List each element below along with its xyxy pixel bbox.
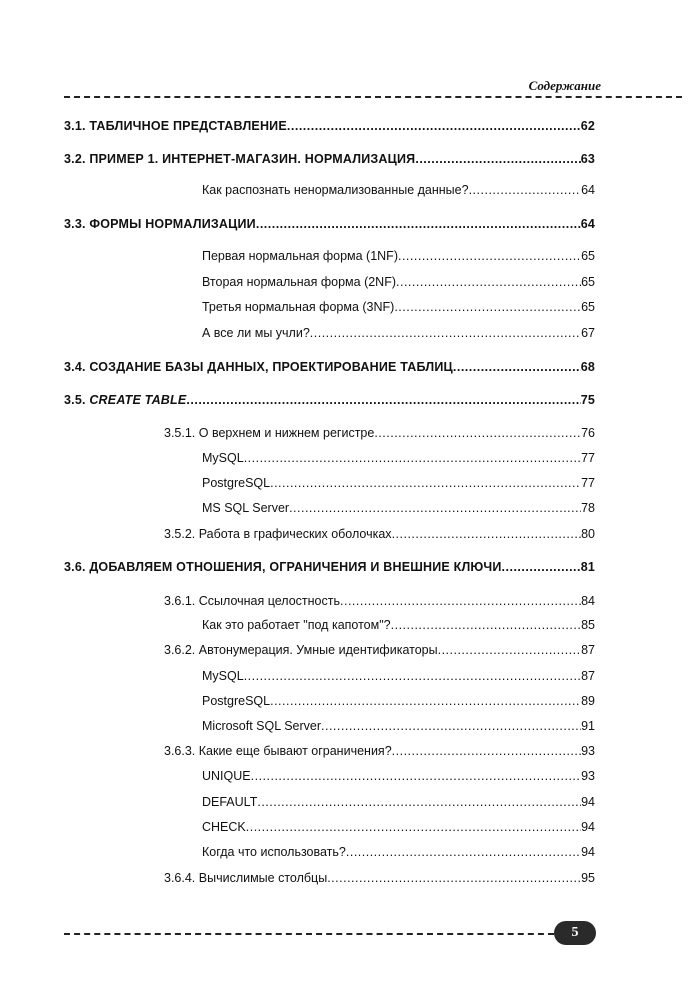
- toc-leader-dots: [415, 152, 580, 166]
- toc-entry: [202, 275, 595, 289]
- toc-entry: [64, 152, 595, 166]
- toc-entry: [64, 217, 595, 231]
- toc-entry-title: PostgreSQL: [202, 694, 271, 708]
- toc-page-number: 78: [581, 501, 595, 515]
- toc-page-number: 80: [581, 527, 595, 541]
- toc-entry-title: 3.2. ПРИМЕР 1. ИНТЕРНЕТ-МАГАЗИН. НОРМАЛИЗАЦИЯ: [64, 152, 416, 166]
- toc-entry: [164, 527, 595, 541]
- toc-entry: [202, 769, 595, 783]
- toc-leader-dots: [469, 183, 582, 197]
- toc-entry-title: 3.6.2. Автонумерация. Умные идентификаторы: [164, 643, 438, 657]
- toc-entry-title: 3.1. ТАБЛИЧНОЕ ПРЕДСТАВЛЕНИЕ: [64, 119, 287, 133]
- toc-page-number: 93: [581, 744, 595, 758]
- toc-leader-dots: [244, 451, 581, 465]
- toc-entry-title: Microsoft SQL Server: [202, 719, 322, 733]
- toc-leader-dots: [396, 275, 581, 289]
- toc-entry: [202, 669, 595, 683]
- toc-entry: [164, 643, 595, 657]
- toc-page-number: 85: [581, 618, 595, 632]
- toc-entry-title: Вторая нормальная форма (2NF): [202, 275, 397, 289]
- toc-entry-title: DEFAULT: [202, 795, 258, 809]
- toc-entry: [202, 820, 595, 834]
- toc-page-number: 94: [581, 820, 595, 834]
- toc-entry-title: Третья нормальная форма (3NF): [202, 300, 395, 314]
- toc-entry: [164, 426, 595, 440]
- toc-page-number: 65: [581, 275, 595, 289]
- toc-entry-title: 3.5.2. Работа в графических оболочках: [164, 527, 392, 541]
- toc-entry: [202, 183, 595, 197]
- toc-page-number: 84: [581, 594, 595, 608]
- toc-entry: [64, 393, 595, 407]
- toc-leader-dots: [186, 393, 580, 407]
- toc-leader-dots: [257, 795, 581, 809]
- toc-entry: [202, 451, 595, 465]
- toc-page-number: 94: [581, 795, 595, 809]
- toc-leader-dots: [244, 669, 581, 683]
- toc-entry-title: 3.3. ФОРМЫ НОРМАЛИЗАЦИИ: [64, 217, 256, 231]
- page-header-title: Содержание: [528, 78, 601, 93]
- toc-leader-dots: [251, 769, 581, 783]
- toc-leader-dots: [270, 694, 581, 708]
- toc-page-number: 75: [580, 393, 595, 407]
- toc-page-number: 81: [580, 560, 595, 574]
- toc-entry-title: 3.6.3. Какие еще бывают ограничения?: [164, 744, 392, 758]
- toc-entry: [202, 719, 595, 733]
- toc-leader-dots: [438, 643, 582, 657]
- toc-page-number: 95: [581, 871, 595, 885]
- toc-entry-title: CHECK: [202, 820, 246, 834]
- toc-leader-dots: [246, 820, 581, 834]
- toc-entry-title: MySQL: [202, 451, 244, 465]
- toc-page-number: 65: [581, 300, 595, 314]
- toc-entry: [202, 501, 595, 515]
- toc-leader-dots: [256, 217, 581, 231]
- toc-page-number: 87: [581, 669, 595, 683]
- toc-page-number: 87: [581, 643, 595, 657]
- toc-entry: [164, 871, 595, 885]
- toc-entry: [202, 795, 595, 809]
- toc-entry-title-code: CREATE TABLE: [89, 393, 187, 407]
- toc-entry-title: 3.4. СОЗДАНИЕ БАЗЫ ДАННЫХ, ПРОЕКТИРОВАНИЕ ТАБЛИЦ: [64, 360, 453, 374]
- toc-entry: [202, 476, 595, 490]
- toc-leader-dots: [392, 744, 581, 758]
- toc-entry-title: UNIQUE: [202, 769, 251, 783]
- toc-entry-title-prefix: 3.5.: [64, 393, 90, 407]
- toc-leader-dots: [310, 326, 581, 340]
- toc-entry-title: [64, 393, 186, 407]
- toc-entry-title: MS SQL Server: [202, 501, 290, 515]
- toc-page-number: 89: [581, 694, 595, 708]
- toc-page-number: 94: [581, 845, 595, 859]
- toc-entry-title: Как распознать ненормализованные данные?: [202, 183, 469, 197]
- toc-page-number: 64: [581, 183, 595, 197]
- toc-leader-dots: [270, 476, 581, 490]
- header-divider: [64, 96, 682, 98]
- toc-leader-dots: [346, 845, 581, 859]
- toc-page-number: 76: [581, 426, 595, 440]
- toc-leader-dots: [398, 249, 581, 263]
- toc-page-number: 65: [581, 249, 595, 263]
- toc-leader-dots: [327, 871, 581, 885]
- toc-entry-title: 3.5.1. О верхнем и нижнем регистре: [164, 426, 375, 440]
- toc-page-number: 77: [581, 451, 595, 465]
- toc-page-number: 77: [581, 476, 595, 490]
- toc-page-number: 68: [580, 360, 595, 374]
- toc-entry-title: 3.6. ДОБАВЛЯЕМ ОТНОШЕНИЯ, ОГРАНИЧЕНИЯ И ВНЕШНИЕ КЛЮЧИ: [64, 560, 502, 574]
- toc-leader-dots: [289, 501, 581, 515]
- toc-entry: [164, 594, 595, 608]
- toc-entry: [164, 744, 595, 758]
- toc-leader-dots: [394, 300, 581, 314]
- toc-leader-dots: [502, 560, 581, 574]
- toc-entry-title: 3.6.4. Вычислимые столбцы: [164, 871, 328, 885]
- toc-entry-title: PostgreSQL: [202, 476, 271, 490]
- toc-page-number: 67: [581, 326, 595, 340]
- toc-entry-title: MySQL: [202, 669, 244, 683]
- toc-leader-dots: [321, 719, 581, 733]
- toc-entry: [202, 845, 595, 859]
- toc-entry: [202, 618, 595, 632]
- toc-entry: [64, 360, 595, 374]
- toc-page-number: 93: [581, 769, 595, 783]
- toc-page-number: 63: [580, 152, 595, 166]
- toc-entry-title: А все ли мы учли?: [202, 326, 310, 340]
- toc-leader-dots: [453, 360, 581, 374]
- toc-page-number: 64: [580, 217, 595, 231]
- toc-leader-dots: [374, 426, 581, 440]
- toc-entry-title: Когда что использовать?: [202, 845, 346, 859]
- toc-entry: [202, 249, 595, 263]
- toc-leader-dots: [392, 527, 582, 541]
- toc-entry: [64, 119, 595, 133]
- toc-entry-title: 3.6.1. Ссылочная целостность: [164, 594, 340, 608]
- toc-entry: [202, 694, 595, 708]
- toc-entry: [202, 326, 595, 340]
- toc-leader-dots: [391, 618, 581, 632]
- toc-leader-dots: [340, 594, 581, 608]
- toc-entry: [64, 560, 595, 574]
- toc-entry-title: Первая нормальная форма (1NF): [202, 249, 398, 263]
- toc-leader-dots: [287, 119, 581, 133]
- page-number-badge: 5: [554, 921, 596, 945]
- footer-divider: [64, 933, 554, 935]
- toc-entry-title: Как это работает "под капотом"?: [202, 618, 391, 632]
- toc-entry: [202, 300, 595, 314]
- toc-page-number: 62: [580, 119, 595, 133]
- toc-page-number: 91: [581, 719, 595, 733]
